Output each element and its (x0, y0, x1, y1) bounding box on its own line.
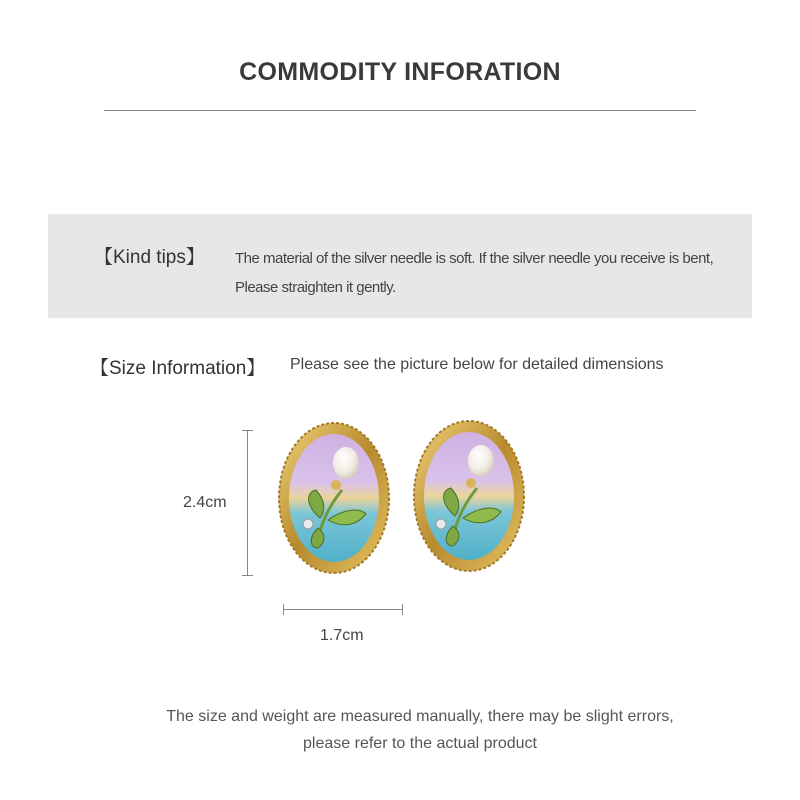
height-dimension-cap-top (242, 430, 253, 431)
size-information-label: 【Size Information】 (90, 358, 266, 379)
width-dimension-line (283, 609, 403, 610)
width-dimension-cap-right (402, 604, 403, 615)
kind-tips-line-2: Please straighten it gently. (235, 279, 396, 296)
disclaimer-footer (0, 703, 800, 757)
width-dimension-label: 1.7cm (320, 627, 364, 644)
height-dimension-line (247, 430, 248, 576)
size-description: Please see the picture below for detailed dimensions (290, 356, 664, 373)
height-dimension-cap-bottom (242, 575, 253, 576)
kind-tips-label: 【Kind tips】 (94, 247, 205, 268)
left-pearl (333, 447, 359, 479)
right-earring (414, 421, 524, 571)
disclaimer-line-2: please refer to the actual product (303, 735, 537, 752)
width-dimension-cap-left (283, 604, 284, 615)
page-title: COMMODITY INFORATION (239, 58, 561, 86)
left-earring (279, 423, 389, 573)
disclaimer-line-1: The size and weight are measured manually, there may be slight errors, (166, 708, 674, 725)
right-rhinestone (436, 519, 446, 529)
height-dimension-label: 2.4cm (183, 494, 227, 511)
kind-tips-line-1: The material of the silver needle is soft. If the silver needle you receive is bent, (235, 250, 714, 267)
left-rhinestone (303, 519, 313, 529)
right-pearl (468, 445, 494, 477)
